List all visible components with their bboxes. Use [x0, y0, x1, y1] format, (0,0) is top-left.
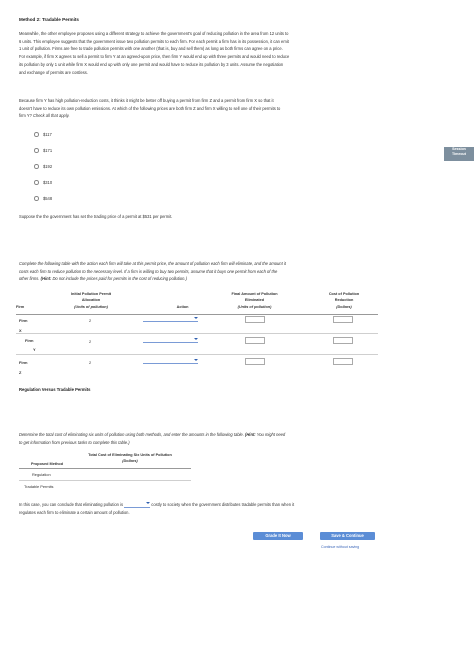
hint-text: Do not include the prices paid for permits in the cost of reducing pollution.) — [52, 276, 187, 282]
header-unit: (Units of pollution) — [237, 304, 272, 309]
chevron-down-icon — [194, 359, 198, 361]
firm-label: Firm — [25, 338, 34, 343]
chevron-down-icon — [194, 338, 198, 340]
final-amount-input[interactable] — [245, 316, 265, 323]
row-divider — [16, 354, 378, 355]
price-option-label: $310 — [43, 180, 53, 185]
method-label: Tradable Permits — [24, 484, 54, 489]
intro-paragraph — [19, 30, 464, 76]
price-option-checkbox[interactable] — [34, 132, 39, 137]
section2-heading: Regulation Versus Tradable Permits — [19, 387, 91, 392]
comparison-dropdown[interactable] — [124, 502, 150, 508]
cost-input[interactable] — [333, 316, 353, 323]
instr-line: Complete the following table with the action each firm will take at this permit price, the amount of pollution each firm will eliminate, and the amount it — [19, 261, 286, 266]
question-line: doesn't have to reduce its own pollution emissions. At which of the following prices are both firm Z and firm X willing to sell one of their permits to — [19, 105, 281, 111]
firm-letter: Y — [33, 347, 36, 352]
conclusion-paragraph — [19, 501, 464, 516]
question-line: firm Y? — [19, 113, 32, 119]
question-line: Because firm Y has high pollution-reduction costs, it thinks it might be better off buying a permit from firm Z and a permit from firm X so that it — [19, 98, 274, 103]
grade-it-now-button[interactable]: Grade It Now — [253, 532, 303, 540]
table2-header-divider — [19, 468, 191, 469]
action-dropdown[interactable] — [143, 317, 198, 322]
session-timeout-badge[interactable] — [444, 147, 474, 161]
intro-line: its pollution by only 1 unit while firm X would end up with only one permit and would have to reduce its pollution by 3 units. Assume the negotiation — [19, 61, 284, 67]
allocation-value: 2 — [89, 318, 92, 323]
price-option-label: $171 — [43, 148, 53, 153]
header-unit: (Dollars) — [122, 459, 138, 464]
session-badge-line: Session — [452, 147, 466, 151]
col-header-allocation — [52, 291, 130, 310]
col-header-proposed-method: Proposed Method — [30, 462, 64, 466]
action-dropdown[interactable] — [143, 338, 198, 343]
price-option-checkbox[interactable] — [34, 180, 39, 185]
instr-line: other firms. — [19, 276, 40, 282]
header-line: Eliminated — [244, 298, 265, 303]
row-divider — [16, 333, 378, 334]
intro-line: 1 unit of pollution. Firms are free to trade pollution permits with one another (that is, buy and sell them) as long as both firms can agree on a price. — [19, 46, 283, 52]
header-line: Reduction — [334, 298, 354, 303]
hint-label: (Hint: — [40, 276, 52, 282]
header-line: Final Amount of Pollution — [231, 292, 278, 296]
instr-line: costs each firm to reduce pollution to the necessary level. If a firm is willing to buy two permits, assume that it buys one permit from each of the — [19, 268, 278, 274]
suppose-text: Suppose the the government has set the trading price of a permit at $531 per permit. — [19, 214, 173, 219]
col-header-final-amount — [212, 291, 297, 310]
price-option-checkbox[interactable] — [34, 148, 39, 153]
method-label: Regulation — [32, 472, 51, 477]
header-line: Total Cost of Eliminating Six Units of Pollution — [88, 453, 172, 457]
allocation-value: 2 — [89, 339, 92, 344]
col-header-action: Action — [176, 305, 189, 309]
hint-label: (Hint: — [244, 432, 256, 437]
price-option-checkbox[interactable] — [34, 196, 39, 201]
intro-line: Meanwhile, the other employee proposes using a different strategy to achieve the government's goal of reducing pollution in the area from 12 units to — [19, 31, 289, 36]
continue-without-saving-link[interactable]: Continue without saving — [321, 545, 360, 549]
firm-label: Firm — [19, 360, 28, 365]
header-line: Cost of Pollution — [328, 292, 360, 296]
col-header-cost — [310, 291, 378, 310]
header-line: Initial Pollution Permit — [70, 292, 112, 296]
col-header-total-cost — [70, 452, 190, 465]
action-dropdown[interactable] — [143, 359, 198, 364]
firm-letter: Z — [19, 370, 22, 375]
header-line: Allocation — [81, 298, 101, 303]
check-all-note: Check all that apply. — [33, 113, 70, 119]
allocation-value: 2 — [89, 360, 92, 365]
firm-letter: X — [19, 328, 22, 333]
price-option-checkbox[interactable] — [34, 164, 39, 169]
chevron-down-icon — [194, 317, 198, 319]
intro-line: For example, if firm X agrees to sell a permit to firm Y at an agreed-upon price, then firm Y would end up with three permits and would need to reduce — [19, 54, 290, 60]
header-unit: (Dollars) — [336, 304, 352, 309]
conclusion-text: In this case, you can conclude that eliminating pollution is — [19, 502, 123, 507]
table1-instructions — [19, 260, 464, 283]
col-header-firm: Firm — [16, 305, 25, 309]
table1-header-divider — [16, 314, 378, 315]
instr-line: Determine the total cost of eliminating six units of pollution using both methods, and enter the amounts in the following table. — [19, 432, 244, 437]
price-option-label: $192 — [43, 164, 53, 169]
table2-instructions — [19, 431, 464, 446]
cost-input[interactable] — [333, 337, 353, 344]
cost-input[interactable] — [333, 358, 353, 365]
price-option-label: $117 — [43, 132, 52, 137]
question-paragraph — [19, 97, 464, 120]
conclusion-text: costly to society when the government distributes tradable permits than when it — [151, 502, 295, 507]
intro-line: 6 units. This employee suggests that the government issue two pollution permits to each firm. For each permit a firm has in its possession, it can emit — [19, 38, 289, 44]
price-option-label: $548 — [43, 196, 53, 201]
header-unit: (Units of pollution) — [74, 304, 108, 309]
final-amount-input[interactable] — [245, 358, 265, 365]
final-amount-input[interactable] — [245, 337, 265, 344]
session-badge-line: Timeout — [452, 152, 466, 156]
intro-line: and exchange of permits are costless. — [19, 69, 88, 75]
method-heading: Method 2: Tradable Permits — [19, 17, 79, 22]
chevron-down-icon — [146, 502, 150, 504]
save-continue-button[interactable]: Save & Continue — [320, 532, 375, 540]
conclusion-text: regulates each firm to eliminate a certain amount of pollution. — [19, 509, 130, 515]
row-divider — [19, 480, 191, 481]
firm-label: Firm — [19, 318, 28, 323]
instr-line: to get information from previous tasks to complete this table.) — [19, 439, 130, 445]
hint-text: You might need — [256, 432, 286, 437]
